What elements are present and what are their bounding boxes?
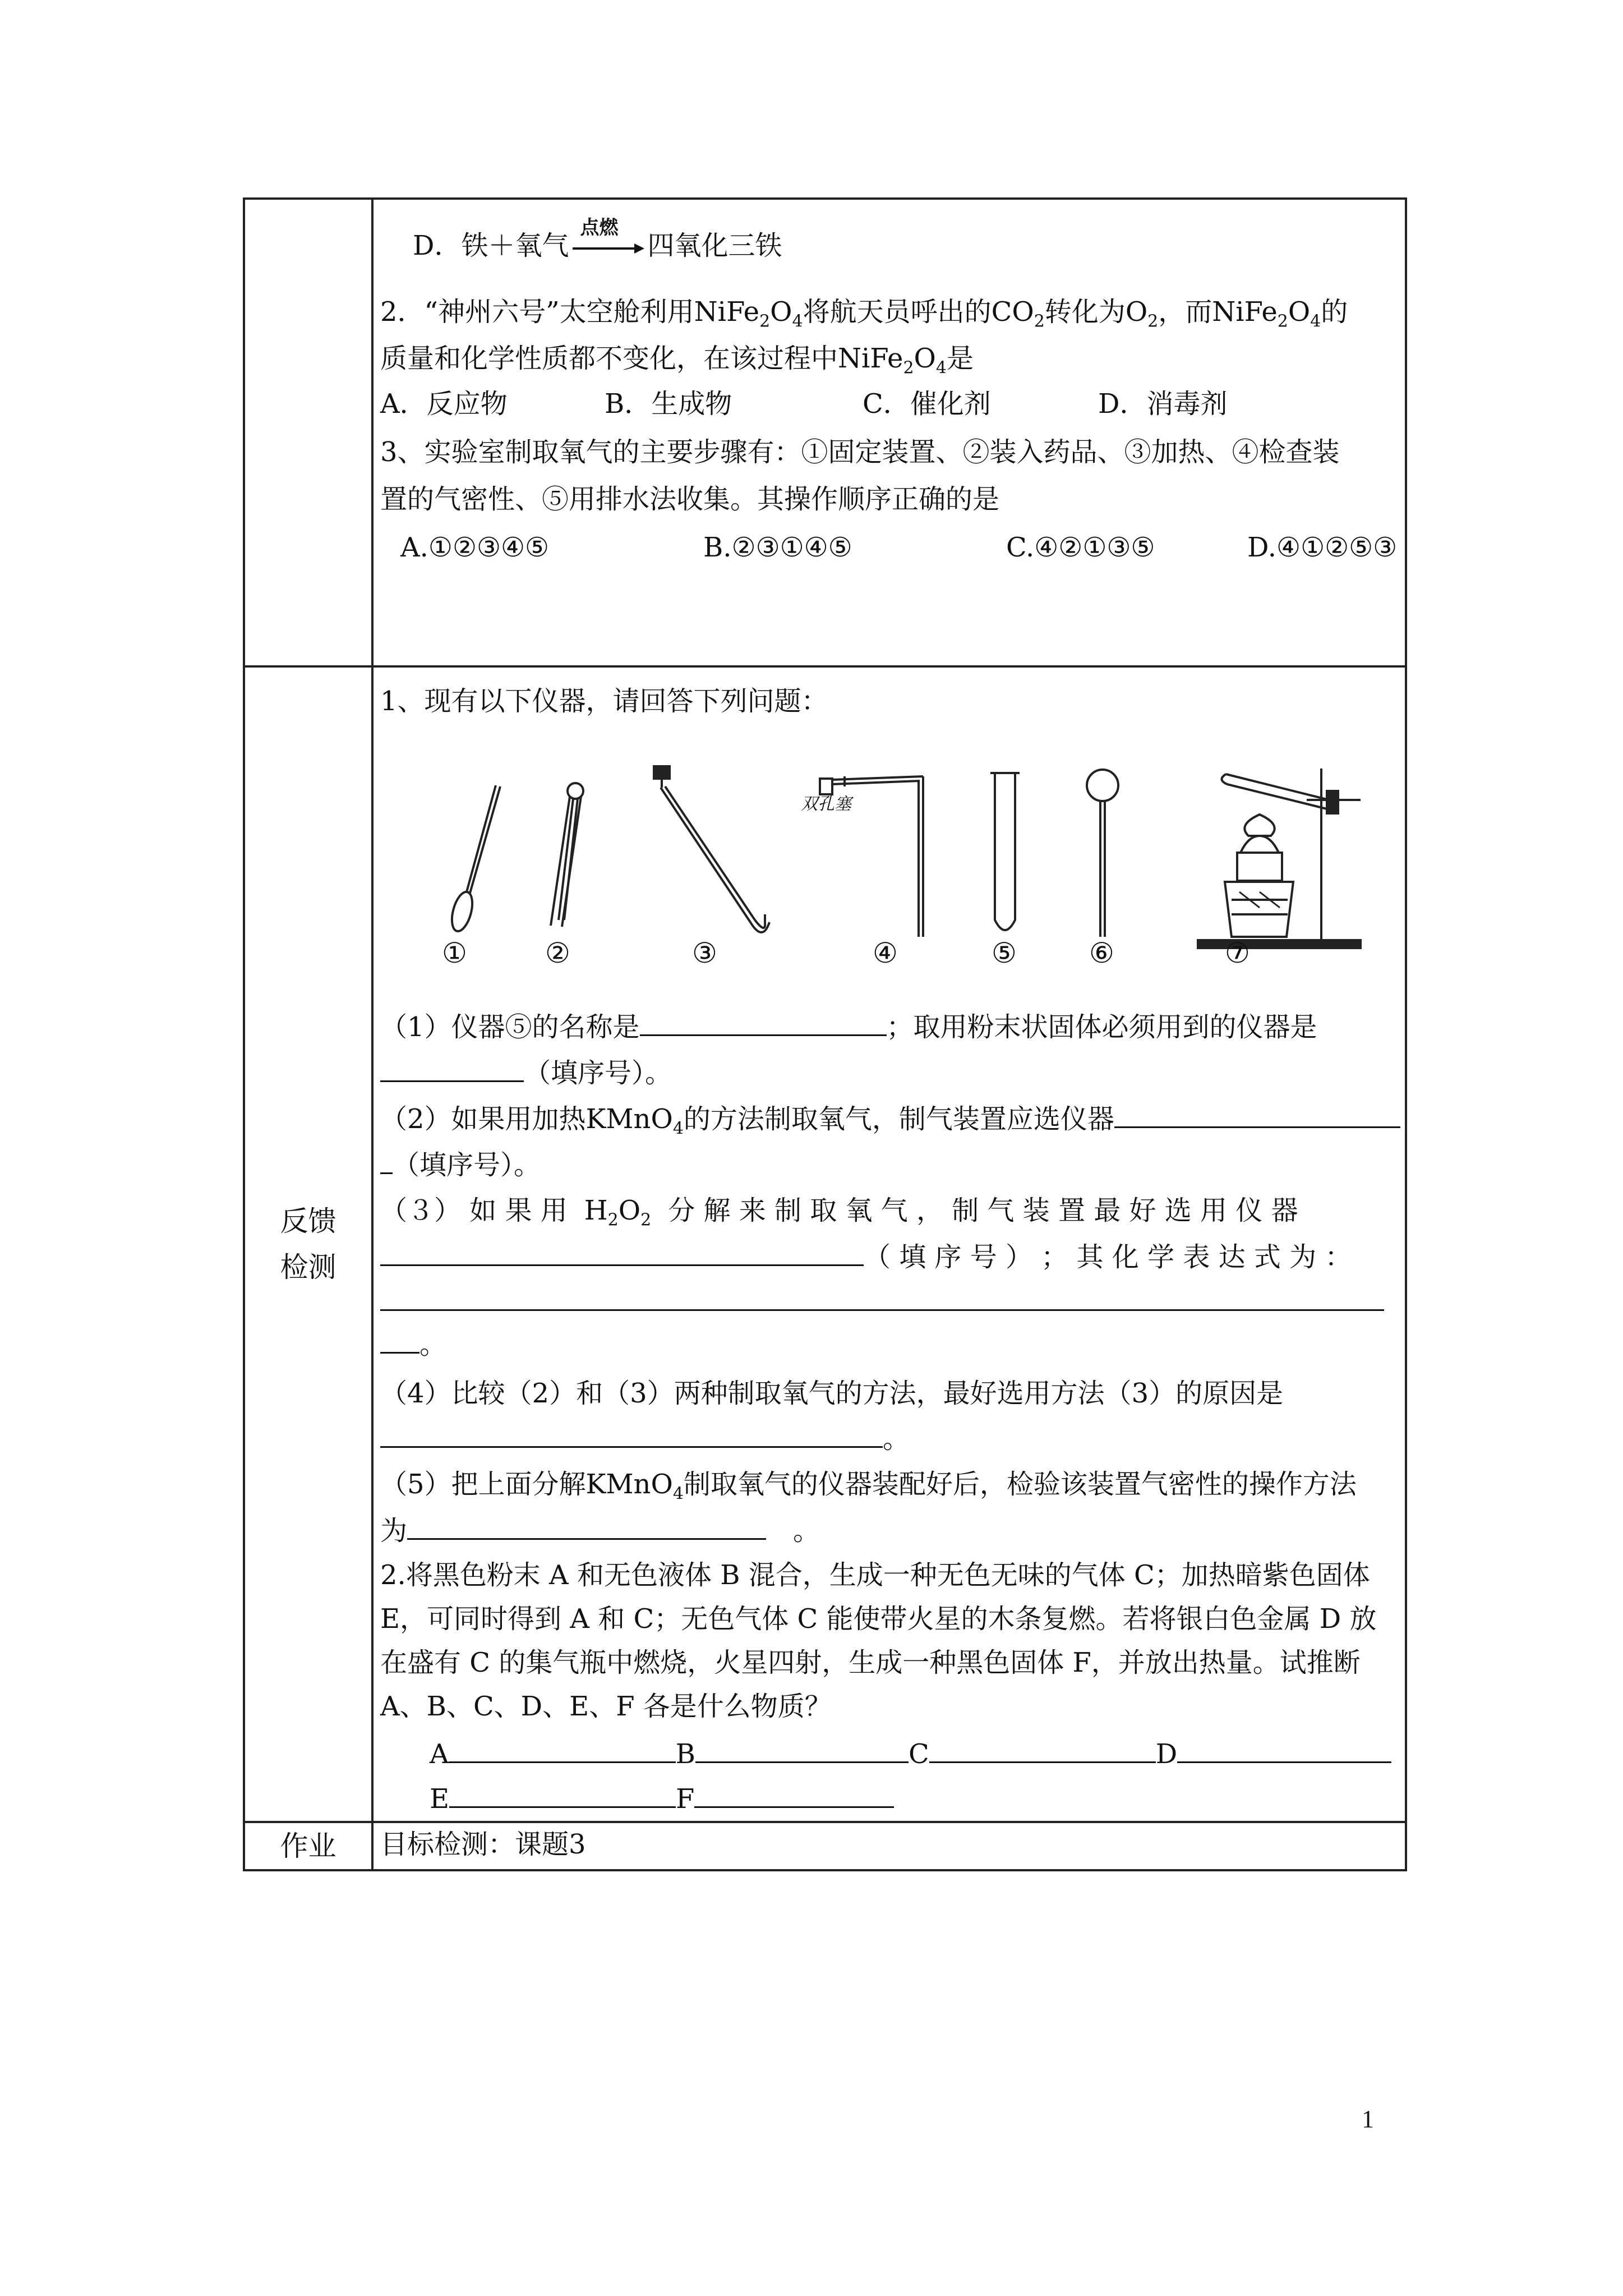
p3-line2: （ 填 序 号 ） ； 其 化 学 表 达 式 为 ： — [380, 1240, 1352, 1274]
answer-blank-1b[interactable] — [380, 1056, 524, 1082]
q2b-line3: 在盛有 C 的集气瓶中燃烧，火星四射，生成一种黑色固体 F，并放出热量。试推断 — [380, 1647, 1361, 1678]
table-row-homework — [244, 1822, 1406, 1870]
table-row-previous — [244, 199, 1406, 666]
q3-option-c: C.④②①③⑤ — [1006, 532, 1155, 563]
q2-line2: 质量和化学性质都不变化，在该过程中$NiFe_2O_4$是 — [380, 343, 974, 378]
test-label: 检测 — [280, 1251, 336, 1283]
p4-line1: （4）比较（2）和（3）两种制取氧气的方法，最好选用方法（3）的原因是 — [380, 1378, 1284, 1409]
option-d-line — [413, 216, 782, 263]
p4-line2: 。 — [380, 1421, 910, 1456]
q3-option-b: B.②③①④⑤ — [703, 532, 852, 563]
p3-line1: （３） 如 果 用 $H_2O_2$ 分 解 来 制 取 氧 气 ， 制 气 装 置 最 好 选 用 仪 器 — [380, 1195, 1298, 1230]
tongs-icon — [551, 783, 583, 927]
q2-options — [380, 387, 1228, 421]
q3-option-a: A.①②③④⑤ — [400, 532, 550, 563]
p2-line2: （填序号）。 — [380, 1148, 541, 1182]
q2-option-b: B．生成物 — [605, 388, 732, 420]
instrument-number-6: ⑥ — [1089, 937, 1114, 969]
test-tube-icon — [990, 773, 1020, 930]
answer-blank-3a[interactable] — [380, 1240, 864, 1266]
homework-label: 作业 — [280, 1830, 336, 1862]
answer-blank-f[interactable] — [694, 1782, 894, 1808]
q3-option-d: D.④①②⑤③ — [1247, 532, 1398, 563]
answer-blank-5[interactable] — [407, 1513, 766, 1540]
q3-line1: 3、实验室制取氧气的主要步骤有：①固定装置、②装入药品、③加热、④检查装 — [380, 436, 1340, 468]
answer-blank-1a[interactable] — [640, 1010, 887, 1036]
q2b-line1: 2.将黑色粉末 A 和无色液体 B 混合，生成一种无色无味的气体 C；加热暗紫色固体 — [380, 1559, 1370, 1591]
q2-line1: 2．“神州六号”太空舱利用$NiFe_2O_4$将航天员呼出的$CO_2$转化为$O_2$，而$NiFe_2O_4$的 — [380, 296, 1348, 332]
instrument-number-7: ⑦ — [1225, 937, 1250, 969]
p5-line2: 为 。 — [380, 1513, 820, 1548]
worksheet-table — [243, 197, 1407, 1871]
instruments-figure — [374, 752, 1383, 1043]
instrument-number-5: ⑤ — [992, 937, 1017, 969]
homework-label-cell — [244, 1822, 372, 1870]
q3-line2: 置的气密性、⑤用排水法收集。其操作顺序正确的是 — [380, 484, 1000, 515]
answer-blank-e[interactable] — [449, 1782, 676, 1808]
answer-blank-a[interactable] — [449, 1737, 676, 1763]
previous-questions-cell — [372, 199, 1406, 666]
instrument-number-2: ② — [545, 937, 570, 969]
answer-blank-4[interactable] — [380, 1421, 883, 1448]
stopper-label: 双孔塞 — [801, 794, 851, 814]
p3-line4: 。 — [380, 1327, 446, 1361]
q2-option-a: A．反应物 — [380, 388, 508, 420]
delivery-tube-icon — [654, 766, 769, 932]
answer-blank-3b[interactable] — [380, 1285, 1384, 1311]
p2-line1: （2）如果用加热KMnO$_4$的方法制取氧气，制气装置应选仪器 — [380, 1102, 1400, 1146]
option-d-product: 四氧化三铁 — [647, 230, 782, 261]
answer-blank-c[interactable] — [929, 1737, 1156, 1763]
reaction-arrow — [573, 216, 644, 260]
q2b-line2: E，可同时得到 A 和 C；无色气体 C 能使带火星的木条复燃。若将银白色金属 D 放 — [380, 1603, 1377, 1635]
homework-content-cell — [372, 1822, 1406, 1870]
answer-blank-d[interactable] — [1177, 1737, 1391, 1763]
table-row-feedback — [244, 666, 1406, 1822]
q1-intro: 1、现有以下仪器，请回答下列问题： — [380, 685, 828, 717]
p5-line1: （5）把上面分解KMnO$_4$制取氧气的仪器装配好后，检验该装置气密性的操作方法 — [380, 1469, 1357, 1504]
reaction-condition: 点燃 — [580, 216, 619, 239]
instrument-number-3: ③ — [692, 937, 717, 969]
answers-row-2: E F — [430, 1782, 894, 1816]
p3-line3 — [380, 1285, 1384, 1319]
feedback-label-cell — [244, 666, 372, 1822]
q2b-line4: A、B、C、D、E、F 各是什么物质？ — [380, 1691, 832, 1722]
answer-blank-b[interactable] — [695, 1737, 909, 1763]
q2-option-c: C．催化剂 — [863, 388, 991, 420]
long-neck-funnel-icon — [1087, 770, 1118, 937]
feedback-label: 反馈 — [280, 1205, 336, 1237]
page-number: 1 — [1362, 2105, 1374, 2133]
empty-label-cell — [244, 199, 372, 666]
option-d-text: D．铁＋氧气 — [413, 230, 569, 261]
p1-line2: （填序号）。 — [380, 1056, 672, 1090]
answers-row-1: A B C D — [430, 1737, 1391, 1771]
homework-content: 目标检测：课题3 — [380, 1829, 586, 1860]
spoon-icon — [448, 785, 500, 933]
instrument-number-1: ① — [442, 937, 467, 969]
arrow-icon — [573, 240, 644, 257]
q3-options — [400, 531, 1397, 564]
feedback-content-cell — [372, 666, 1406, 1822]
heating-apparatus-icon — [1198, 769, 1361, 948]
instrument-number-4: ④ — [873, 937, 898, 969]
answer-blank-2[interactable] — [1114, 1102, 1400, 1128]
p1-line1: （1）仪器⑤的名称是 ；取用粉末状固体必须用到的仪器是 — [380, 1010, 1317, 1044]
q2-option-d: D．消毒剂 — [1098, 388, 1228, 420]
